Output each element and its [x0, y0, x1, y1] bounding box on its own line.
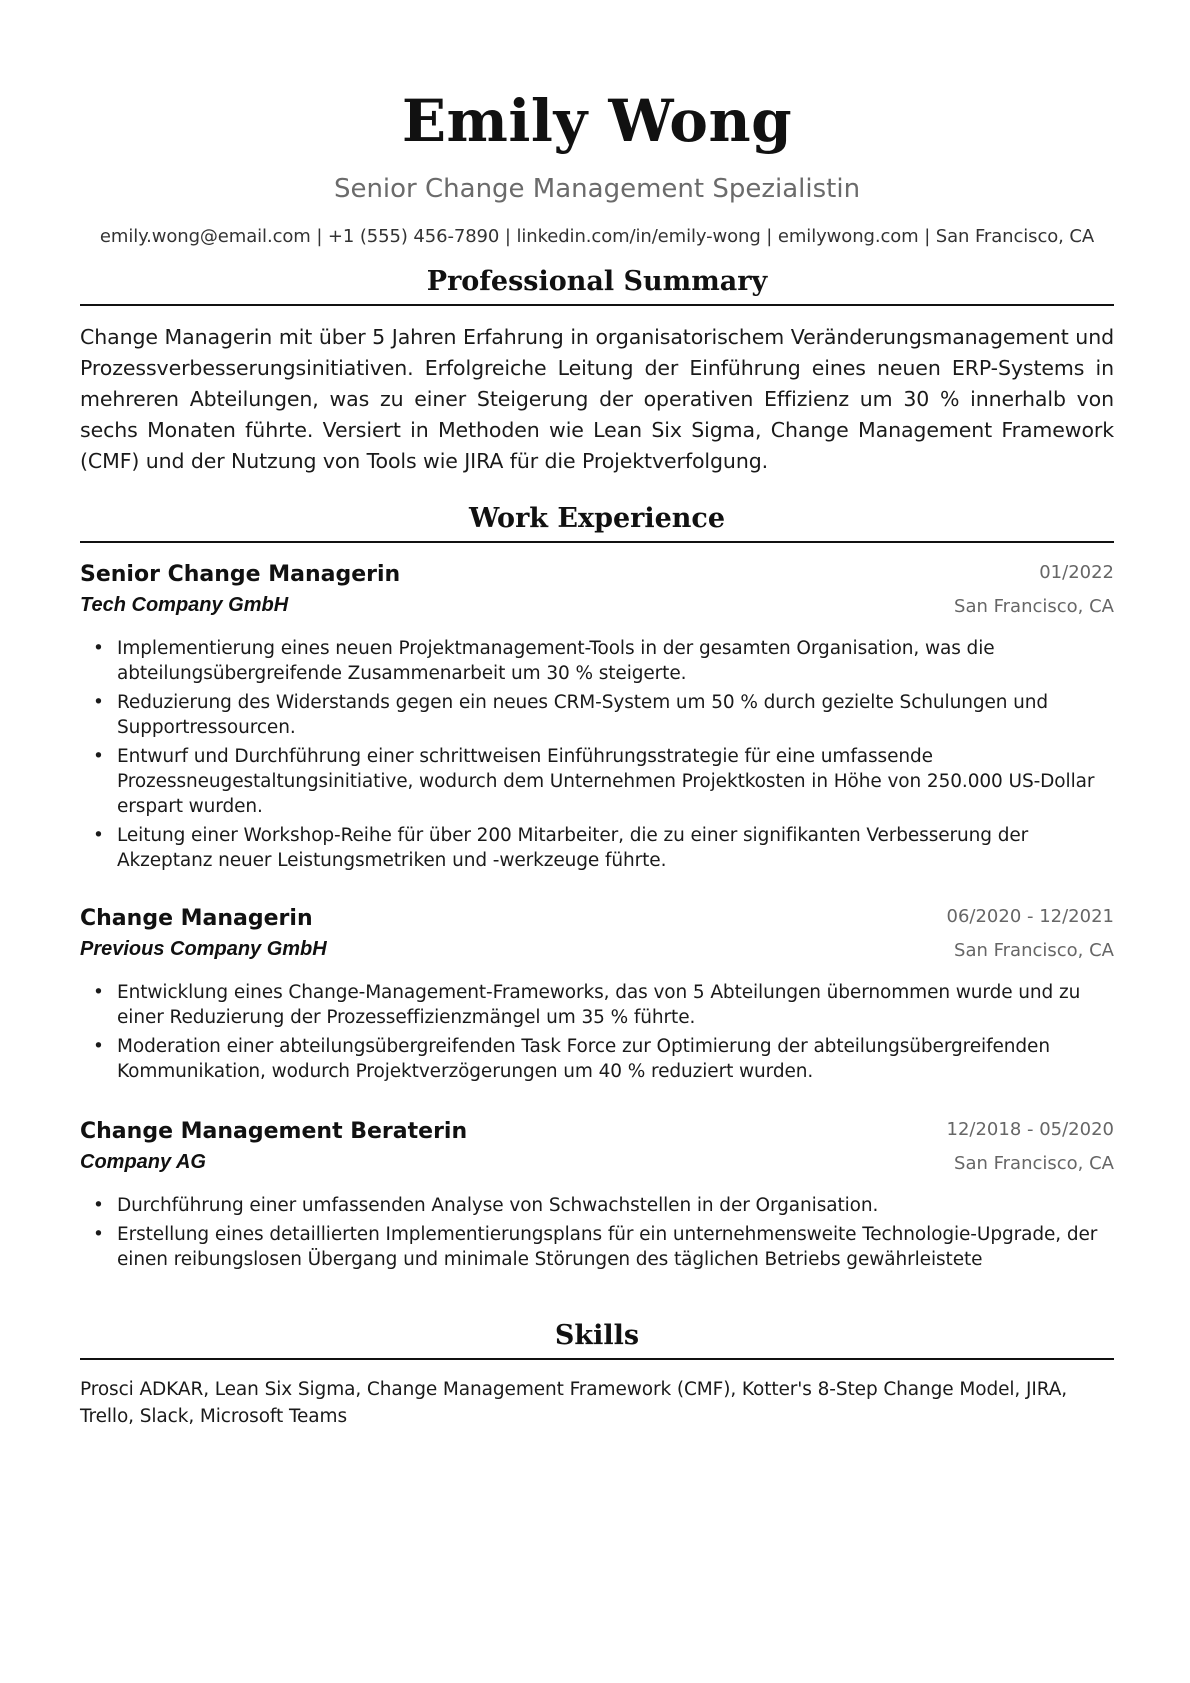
bullet-icon: • [93, 825, 104, 846]
resume-page [80, 0, 1114, 1427]
skills-text: Prosci ADKAR, Lean Six Sigma, Change Management Framework (CMF), Kotter's 8-Step Change Model, JIRA, Trello, Slack, Microsoft Teams [80, 1379, 1068, 1427]
job-location: San Francisco, CA [954, 1153, 1114, 1174]
job-company: Previous Company GmbH [80, 938, 327, 960]
bullet-text: Entwicklung eines Change-Management-Frameworks, das von 5 Abteilungen übernommen wurde und zu einer Reduzierung der Prozesseffizienzmängel um 35 % führte. [117, 982, 1081, 1028]
job-company: Company AG [80, 1151, 206, 1173]
bullet-icon: • [93, 982, 104, 1003]
job-bullet [80, 823, 1114, 873]
bullet-text: Implementierung eines neuen Projektmanagement-Tools in der gesamten Organisation, was die abteilungsübergreifende Zusammenarbeit um 30 % steigerte. [117, 638, 995, 684]
experience-heading: Work Experience [80, 505, 1114, 543]
job-title: Senior Change Managerin [80, 562, 401, 587]
bullet-icon: • [93, 1195, 104, 1216]
job-title: Change Managerin [80, 906, 313, 931]
bullet-text: Moderation einer abteilungsübergreifenden Task Force zur Optimierung der abteilungsübergreifenden Kommunikation, wodurch Projektverzögerungen um 40 % reduziert wurden. [117, 1036, 1050, 1082]
bullet-text: Durchführung einer umfassenden Analyse von Schwachstellen in der Organisation. [117, 1195, 879, 1216]
bullet-icon: • [93, 692, 104, 713]
job-bullet [80, 636, 1114, 686]
job-bullets [80, 1193, 1114, 1272]
job-bullets [80, 980, 1114, 1084]
job-bullet [80, 980, 1114, 1030]
job-location: San Francisco, CA [954, 940, 1114, 961]
candidate-name: Emily Wong [401, 87, 793, 155]
job-bullet [80, 690, 1114, 740]
job-date: 12/2018 - 05/2020 [946, 1119, 1114, 1140]
job-date: 06/2020 - 12/2021 [946, 906, 1114, 927]
job-location: San Francisco, CA [954, 596, 1114, 617]
job-bullet [80, 1193, 1114, 1218]
job-entry [80, 904, 1114, 1088]
job-bullet [80, 1034, 1114, 1084]
bullet-icon: • [93, 1036, 104, 1057]
summary-section [80, 268, 1114, 477]
bullet-text: Reduzierung des Widerstands gegen ein neues CRM-System um 50 % durch gezielte Schulungen und Supportressourcen. [117, 692, 1049, 738]
skills-heading: Skills [80, 1322, 1114, 1360]
bullet-icon: • [93, 638, 104, 659]
bullet-icon: • [93, 1224, 104, 1245]
job-company: Tech Company GmbH [80, 594, 289, 616]
skills-section [80, 1322, 1114, 1430]
bullet-text: Entwurf und Durchführung einer schrittweisen Einführungsstrategie für eine umfassende Prozessneugestaltungsinitiative, wodurch dem Unternehmen Projektkosten in Höhe von 250.000 US-Dollar erspart wurden. [117, 746, 1095, 817]
job-bullet [80, 744, 1114, 819]
job-bullet [80, 1222, 1114, 1272]
contact-line: emily.wong@email.com | +1 (555) 456-7890 | linkedin.com/in/emily-wong | emilywong.com | San Francisco, CA [99, 226, 1095, 248]
job-entry [80, 1117, 1114, 1276]
bullet-icon: • [93, 746, 104, 767]
summary-heading: Professional Summary [80, 268, 1114, 306]
resume-header [80, 87, 1114, 249]
bullet-text: Leitung einer Workshop-Reihe für über 200 Mitarbeiter, die zu einer signifikanten Verbesserung der Akzeptanz neuer Leistungsmetriken und -werkzeuge führte. [117, 825, 1029, 871]
bullet-text: Erstellung eines detaillierten Implementierungsplans für ein unternehmensweite Technologie-Upgrade, der einen reibungslosen Übergang und minimale Störungen des täglichen Betriebs gewährleistete [117, 1224, 1098, 1270]
summary-text: Change Managerin mit über 5 Jahren Erfahrung in organisatorischem Veränderungsmanagement und Prozessverbesserungsinitiativen. Erfolgreiche Leitung der Einführung eines neuen ERP-Systems in mehreren Abteilungen, was zu einer Steigerung der operativen Effizienz um 30 % innerhalb von sechs Monaten führte. Versiert in Methoden wie Lean Six Sigma, Change Management Framework (CMF) und der Nutzung von Tools wie JIRA für die Projektverfolgung. [80, 325, 1114, 473]
candidate-title: Senior Change Management Spezialistin [333, 174, 861, 204]
job-bullets [80, 636, 1114, 873]
job-date: 01/2022 [1039, 562, 1114, 583]
job-title: Change Management Beraterin [80, 1119, 468, 1144]
experience-section [80, 505, 1114, 543]
job-entry [80, 560, 1114, 877]
